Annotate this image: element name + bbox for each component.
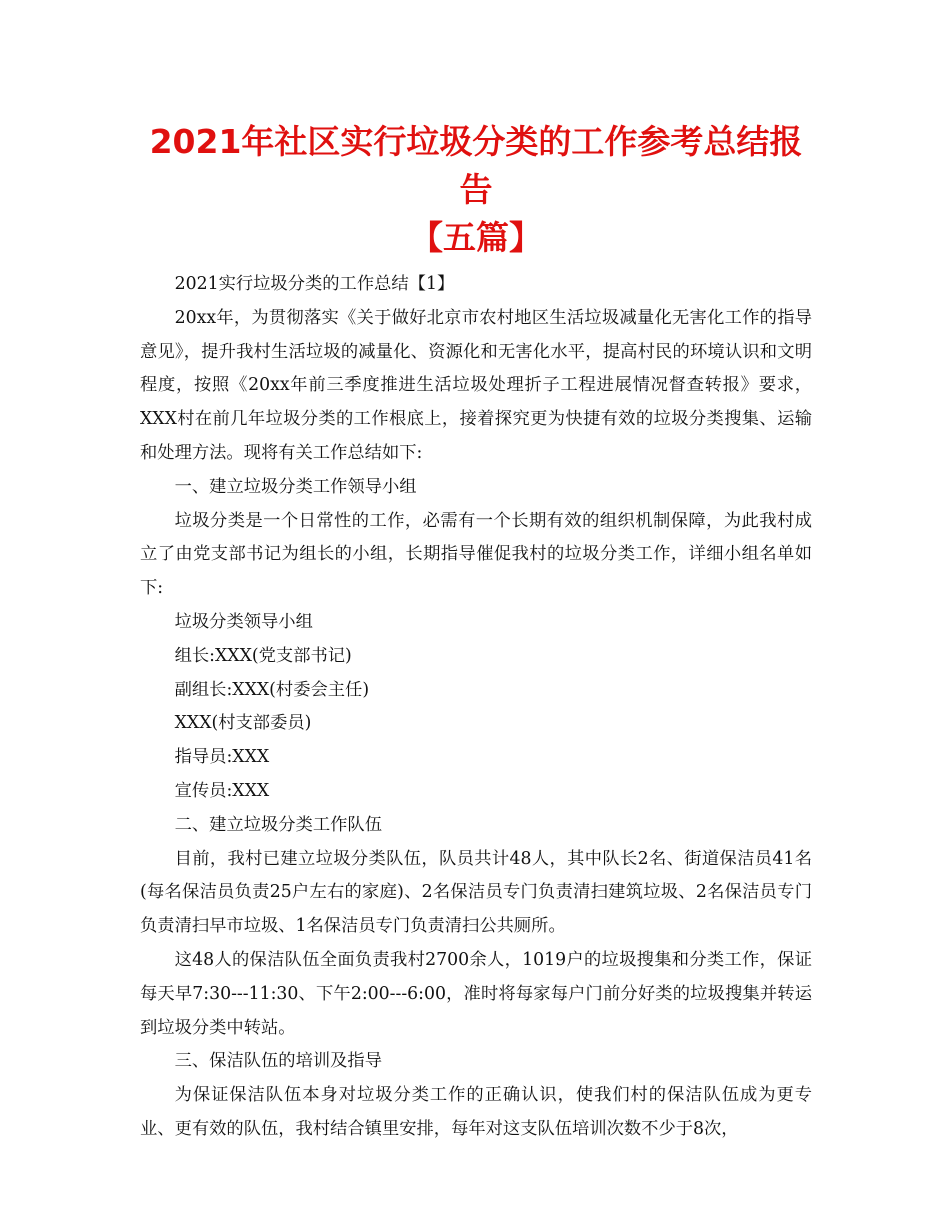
paragraph: 这48人的保洁队伍全面负责我村2700余人，1019户的垃圾搜集和分类工作，保证每天早7:30---11:30、下午2:00---6:00，准时将每家每户门前分好类的垃圾搜集并转运到垃圾分类中转站。 (140, 949, 812, 1038)
paragraph: 目前，我村已建立垃圾分类队伍，队员共计48人，其中队长2名、街道保洁员41名(每名保洁员负责25户左右的家庭)、2名保洁员专门负责清扫建筑垃圾、2名保洁员专门负责清扫早市垃圾、1名保洁员专门负责清扫公共厕所。 (140, 848, 812, 937)
paragraph: 为保证保洁队伍本身对垃圾分类工作的正确认识，使我们村的保洁队伍成为更专业、更有效的队伍，我村结合镇里安排，每年对这支队伍培训次数不少于8次， (140, 1085, 812, 1139)
title-line-1: 2021年社区实行垃圾分类的工作参考总结报告 (149, 122, 803, 209)
section-heading-1: 2021实行垃圾分类的工作总结【1】 (174, 274, 455, 294)
paragraph: 垃圾分类是一个日常性的工作，必需有一个长期有效的组织机制保障，为此我村成立了由党支部书记为组长的小组，长期指导催促我村的垃圾分类工作，详细小组名单如下: (140, 510, 812, 599)
title-line-2: 【五篇】 (410, 218, 542, 257)
paragraph: 20xx年，为贯彻落实《关于做好北京市农村地区生活垃圾减量化无害化工作的指导意见》，提升我村生活垃圾的减量化、资源化和无害化水平，提高村民的环境认识和文明程度，按照《20xx年前三季度推进生活垃圾处理折子工程进展情况督查转报》要求，XXX村在前几年垃圾分类的工作根底上，接着探究更为快捷有效的垃圾分类搜集、运输和处理方法。现将有关工作总结如下: (140, 307, 812, 463)
section-heading: 一、建立垃圾分类工作领导小组 (174, 476, 417, 497)
section-heading: 三、保洁队伍的培训及指导 (174, 1051, 382, 1072)
list-heading: 垃圾分类领导小组 (174, 611, 313, 632)
list-item: 宣传员:XXX (174, 780, 270, 801)
list-item: 副组长:XXX(村委会主任) (174, 679, 370, 700)
document-title (140, 118, 812, 262)
document-body (140, 268, 812, 1147)
list-item: XXX(村支部委员) (174, 713, 312, 734)
list-item: 指导员:XXX (174, 747, 270, 768)
section-heading: 二、建立垃圾分类工作队伍 (174, 814, 382, 835)
list-item: 组长:XXX(党支部书记) (174, 645, 352, 666)
